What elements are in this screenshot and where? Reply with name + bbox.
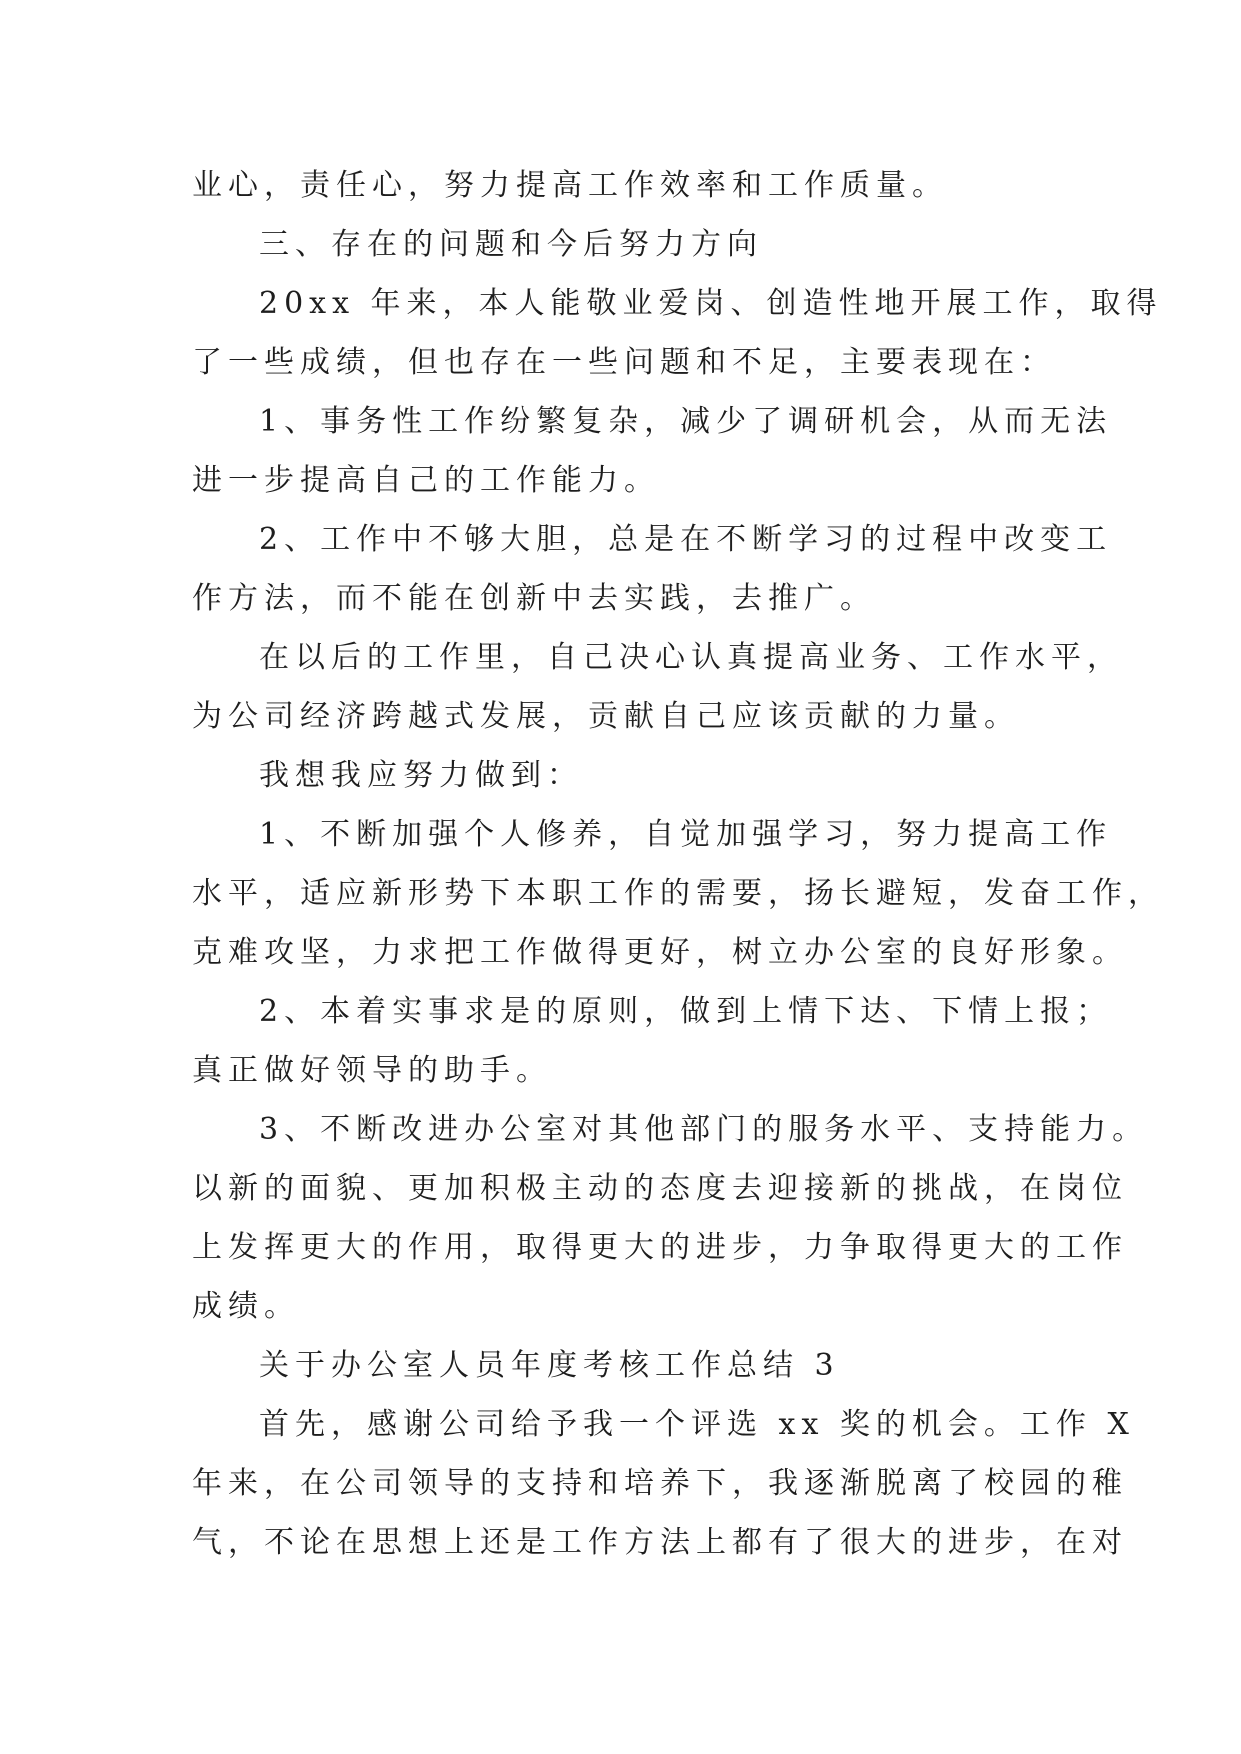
text-line: 年来，在公司领导的支持和培养下，我逐渐脱离了校园的稚: [192, 1466, 1128, 1501]
text-line: 1、事务性工作纷繁复杂，减少了调研机会，从而无法: [259, 404, 1113, 439]
text-line: 关于办公室人员年度考核工作总结 3: [259, 1348, 840, 1383]
text-line: 了一些成绩，但也存在一些问题和不足，主要表现在：: [192, 345, 1056, 380]
text-line: 20xx 年来，本人能敬业爱岗、创造性地开展工作，取得: [259, 286, 1163, 321]
text-line: 3、不断改进办公室对其他部门的服务水平、支持能力。: [259, 1112, 1149, 1147]
text-line: 水平，适应新形势下本职工作的需要，扬长避短，发奋工作，: [192, 876, 1164, 911]
text-line: 1、不断加强个人修养，自觉加强学习，努力提高工作: [259, 817, 1113, 852]
text-line: 作方法，而不能在创新中去实践，去推广。: [192, 581, 876, 616]
text-line: 进一步提高自己的工作能力。: [192, 463, 660, 498]
text-line: 成绩。: [192, 1289, 300, 1324]
text-line: 2、本着实事求是的原则，做到上情下达、下情上报；: [259, 994, 1113, 1029]
text-line: 为公司经济跨越式发展，贡献自己应该贡献的力量。: [192, 699, 1020, 734]
text-line: 气，不论在思想上还是工作方法上都有了很大的进步，在对: [192, 1525, 1128, 1560]
text-line: 三、存在的问题和今后努力方向: [259, 227, 763, 262]
document-body: [192, 156, 1164, 1572]
text-line: 真正做好领导的助手。: [192, 1053, 552, 1088]
text-line: 在以后的工作里，自己决心认真提高业务、工作水平，: [259, 640, 1123, 675]
text-line: 上发挥更大的作用，取得更大的进步，力争取得更大的工作: [192, 1230, 1128, 1265]
text-line: 以新的面貌、更加积极主动的态度去迎接新的挑战，在岗位: [192, 1171, 1128, 1206]
text-line: 克难攻坚，力求把工作做得更好，树立办公室的良好形象。: [192, 935, 1128, 970]
text-line: 2、工作中不够大胆，总是在不断学习的过程中改变工: [259, 522, 1113, 557]
text-line: 业心，责任心，努力提高工作效率和工作质量。: [192, 168, 948, 203]
text-line: 我想我应努力做到：: [259, 758, 583, 793]
text-line: 首先，感谢公司给予我一个评选 xx 奖的机会。工作 X: [259, 1407, 1135, 1442]
